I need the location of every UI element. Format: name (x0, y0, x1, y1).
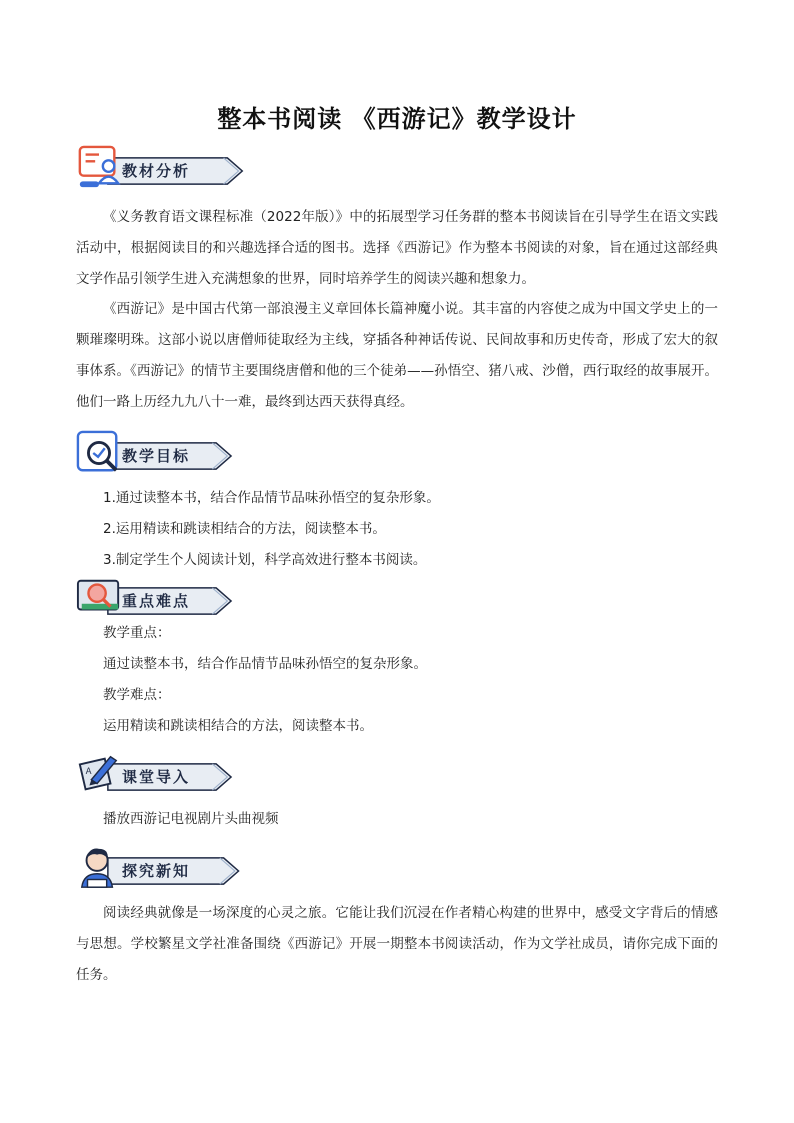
paragraph: 《义务教育语文课程标准（2022年版）》中的拓展型学习任务群的整本书阅读旨在引导学生在语文实践活动中，根据阅读目的和兴趣选择合适的图书。选择《西游记》作为整本书阅读的对象，旨在通过这部经典文学作品引领学生进入充满想象的世界，同时培养学生的阅读兴趣和想象力。 (76, 209, 718, 287)
list-item: 2.运用精读和跳读相结合的方法，阅读整本书。 (103, 521, 386, 537)
list-item: 1.通过读整本书，结合作品情节品味孙悟空的复杂形象。 (103, 490, 440, 506)
text-line: 播放西游记电视剧片头曲视频 (103, 811, 279, 827)
section-header-intro (76, 751, 236, 797)
student-reading-icon (76, 845, 122, 891)
paragraph: 《西游记》是中国古代第一部浪漫主义章回体长篇神魔小说。其丰富的内容使之成为中国文学史上的一颗璀璨明珠。这部小说以唐僧师徒取经为主线，穿插各种神话传说、民间故事和历史传奇，形成了宏大的叙事体系。《西游记》的情节主要围绕唐僧和他的三个徒弟——孙悟空、猪八戒、沙僧，西行取经的故事展开。他们一路上历经九九八十一难，最终到达西天获得真经。 (76, 301, 718, 410)
magnifier-target-icon (76, 430, 122, 476)
section-header-goals (76, 430, 236, 476)
page-title: 整本书阅读 《西游记》教学设计 (217, 105, 577, 133)
pen-paper-icon (76, 751, 122, 797)
section-header-analysis (76, 145, 236, 191)
section-heading: 教材分析 (122, 162, 191, 180)
magnifier-book-icon (76, 575, 122, 621)
text-line: 运用精读和跳读相结合的方法，阅读整本书。 (103, 718, 373, 734)
section-heading: 重点难点 (122, 592, 191, 610)
chart-board-icon (76, 145, 122, 191)
section-header-focus (76, 575, 236, 621)
paragraph: 阅读经典就像是一场深度的心灵之旅。它能让我们沉浸在作者精心构建的世界中，感受文字背后的情感与思想。学校繁星文学社准备围绕《西游记》开展一期整本书阅读活动，作为文学社成员，请你完成下面的任务。 (76, 905, 718, 983)
section-heading: 教学目标 (122, 447, 191, 465)
section-heading: 课堂导入 (122, 768, 191, 786)
text-line: 教学重点： (103, 625, 171, 641)
section-header-explore (76, 845, 236, 891)
section-heading: 探究新知 (122, 862, 191, 880)
text-line: 教学难点： (103, 687, 171, 703)
svg-text:A: A (85, 767, 92, 777)
text-line: 通过读整本书，结合作品情节品味孙悟空的复杂形象。 (103, 656, 427, 672)
list-item: 3.制定学生个人阅读计划，科学高效进行整本书阅读。 (103, 552, 427, 568)
